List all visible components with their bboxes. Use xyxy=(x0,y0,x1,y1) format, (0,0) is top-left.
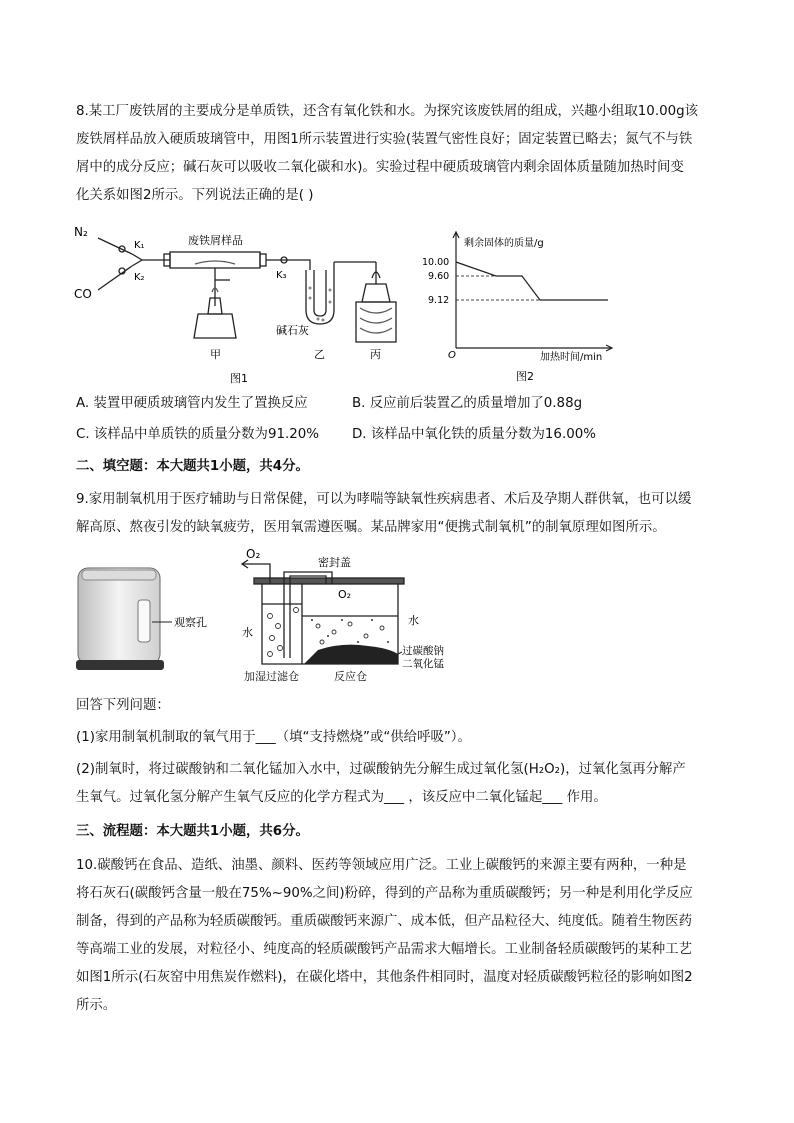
limestone-label: 碱石灰 xyxy=(276,324,309,337)
q9-sub-2-line-1: (2)制氧时，将过碳酸钠和二氧化锰加入水中，过碳酸钠先分解生成过氧化氢(H₂O₂)，过氧化氢再分解产 xyxy=(76,762,686,777)
option-b: B. 反应前后装置乙的质量增加了0.88g xyxy=(352,396,583,411)
section-2-heading: 二、填空题：本大题共1小题，共4分。 xyxy=(76,459,309,474)
k1-label: K₁ xyxy=(134,240,145,251)
humidifier-chamber-label: 加湿过滤仓 xyxy=(244,670,299,683)
q10-line-5: 如图1所示(石灰窑中用焦炭作燃料)，在碳化塔中，其他条件相同时，温度对轻质碳酸钙粒径的影响如图2 xyxy=(76,970,693,985)
q8-line-4: 化关系如图2所示。下列说法正确的是( ) xyxy=(76,188,314,203)
fig1-caption: 图1 xyxy=(230,372,248,385)
q8-figure-2-graph xyxy=(420,224,630,384)
bing-label: 丙 xyxy=(370,348,381,361)
x-axis-label: 加热时间/min xyxy=(540,352,603,363)
q8-line-3: 屑中的成分反应；碱石灰可以吸收二氧化碳和水)。实验过程中硬质玻璃管内剩余固体质量随加热时间变 xyxy=(76,160,684,175)
q9-prompt: 回答下列问题： xyxy=(76,698,170,713)
n2-label: N₂ xyxy=(74,225,88,239)
q8-figure-1-apparatus xyxy=(70,218,410,388)
y-tick-9-60: 9.60 xyxy=(428,271,450,282)
yi-label: 乙 xyxy=(314,348,325,361)
oxygen-machine-image xyxy=(68,560,218,678)
q10-line-1: 10.碳酸钙在食品、造纸、油墨、颜料、医药等领域应用广泛。工业上碳酸钙的来源主要有两种，一种是 xyxy=(76,858,687,873)
q10-line-3: 制备，得到的产品称为轻质碳酸钙。重质碳酸钙来源广、成本低，但产品粒径大、纯度低。随着生物医药 xyxy=(76,914,692,929)
oxygen-generator-diagram xyxy=(222,546,454,682)
q9-line-1: 9.家用制氧机用于医疗辅助与日常保健，可以为哮喘等缺氧性疾病患者、术后及孕期人群供氧，也可以缓 xyxy=(76,492,692,507)
k3-label: K₃ xyxy=(276,270,287,281)
lid-label: 密封盖 xyxy=(318,556,351,569)
k2-label: K₂ xyxy=(134,272,145,283)
option-a: A. 装置甲硬质玻璃管内发生了置换反应 xyxy=(76,396,308,411)
y-tick-10: 10.00 xyxy=(422,257,450,268)
q9-sub-2-line-2: 生氧气。过氧化氢分解产生氧气反应的化学方程式为___ ，该反应中二氧化锰起___ 作用。 xyxy=(76,790,607,805)
q8-line-2: 废铁屑样品放入硬质玻璃管中，用图1所示装置进行实验(装置气密性良好；固定装置已略去；氮气不与铁 xyxy=(76,132,693,147)
observation-window-label: 观察孔 xyxy=(174,616,207,629)
fig2-caption: 图2 xyxy=(516,370,534,383)
co-label: CO xyxy=(74,287,92,301)
q10-line-2: 将石灰石(碳酸钙含量一般在75%~90%之间)粉碎，得到的产品称为重质碳酸钙；另一种是利用化学反应 xyxy=(76,886,693,901)
reaction-chamber-label: 反应仓 xyxy=(334,670,367,683)
o2-inner-label: O₂ xyxy=(338,588,352,601)
q10-line-6: 所示。 xyxy=(76,998,117,1013)
water-left-label: 水 xyxy=(242,626,253,639)
o2-outlet-label: O₂ xyxy=(246,547,261,561)
option-d: D. 该样品中氧化铁的质量分数为16.00% xyxy=(352,427,596,442)
q8-line-1: 8.某工厂废铁屑的主要成分是单质铁，还含有氧化铁和水。为探究该废铁屑的组成，兴趣小组取10.00g该 xyxy=(76,104,699,119)
reagent-label-2: 二氧化锰 xyxy=(402,658,444,670)
reagent-label-1: 过碳酸钠 xyxy=(402,645,444,657)
section-3-heading: 三、流程题：本大题共1小题，共6分。 xyxy=(76,824,309,839)
q9-sub-1: (1)家用制氧机制取的氧气用于___（填“支持燃烧”或“供给呼吸”）。 xyxy=(76,730,471,745)
water-right-label: 水 xyxy=(408,614,419,627)
q10-line-4: 等高端工业的发展，对粒径小、纯度高的轻质碳酸钙产品需求大幅增长。工业制备轻质碳酸钙的某种工艺 xyxy=(76,942,692,957)
jia-label: 甲 xyxy=(210,348,221,361)
q9-line-2: 解高原、熬夜引发的缺氧疲劳，医用氧需遵医嘱。某品牌家用“便携式制氧机”的制氧原理如图所示。 xyxy=(76,520,666,535)
y-axis-label: 剩余固体的质量/g xyxy=(464,238,544,249)
origin-label: O xyxy=(448,350,456,361)
option-c: C. 该样品中单质铁的质量分数为91.20% xyxy=(76,427,319,442)
sample-label: 废铁屑样品 xyxy=(188,234,243,247)
y-tick-9-12: 9.12 xyxy=(428,295,450,306)
